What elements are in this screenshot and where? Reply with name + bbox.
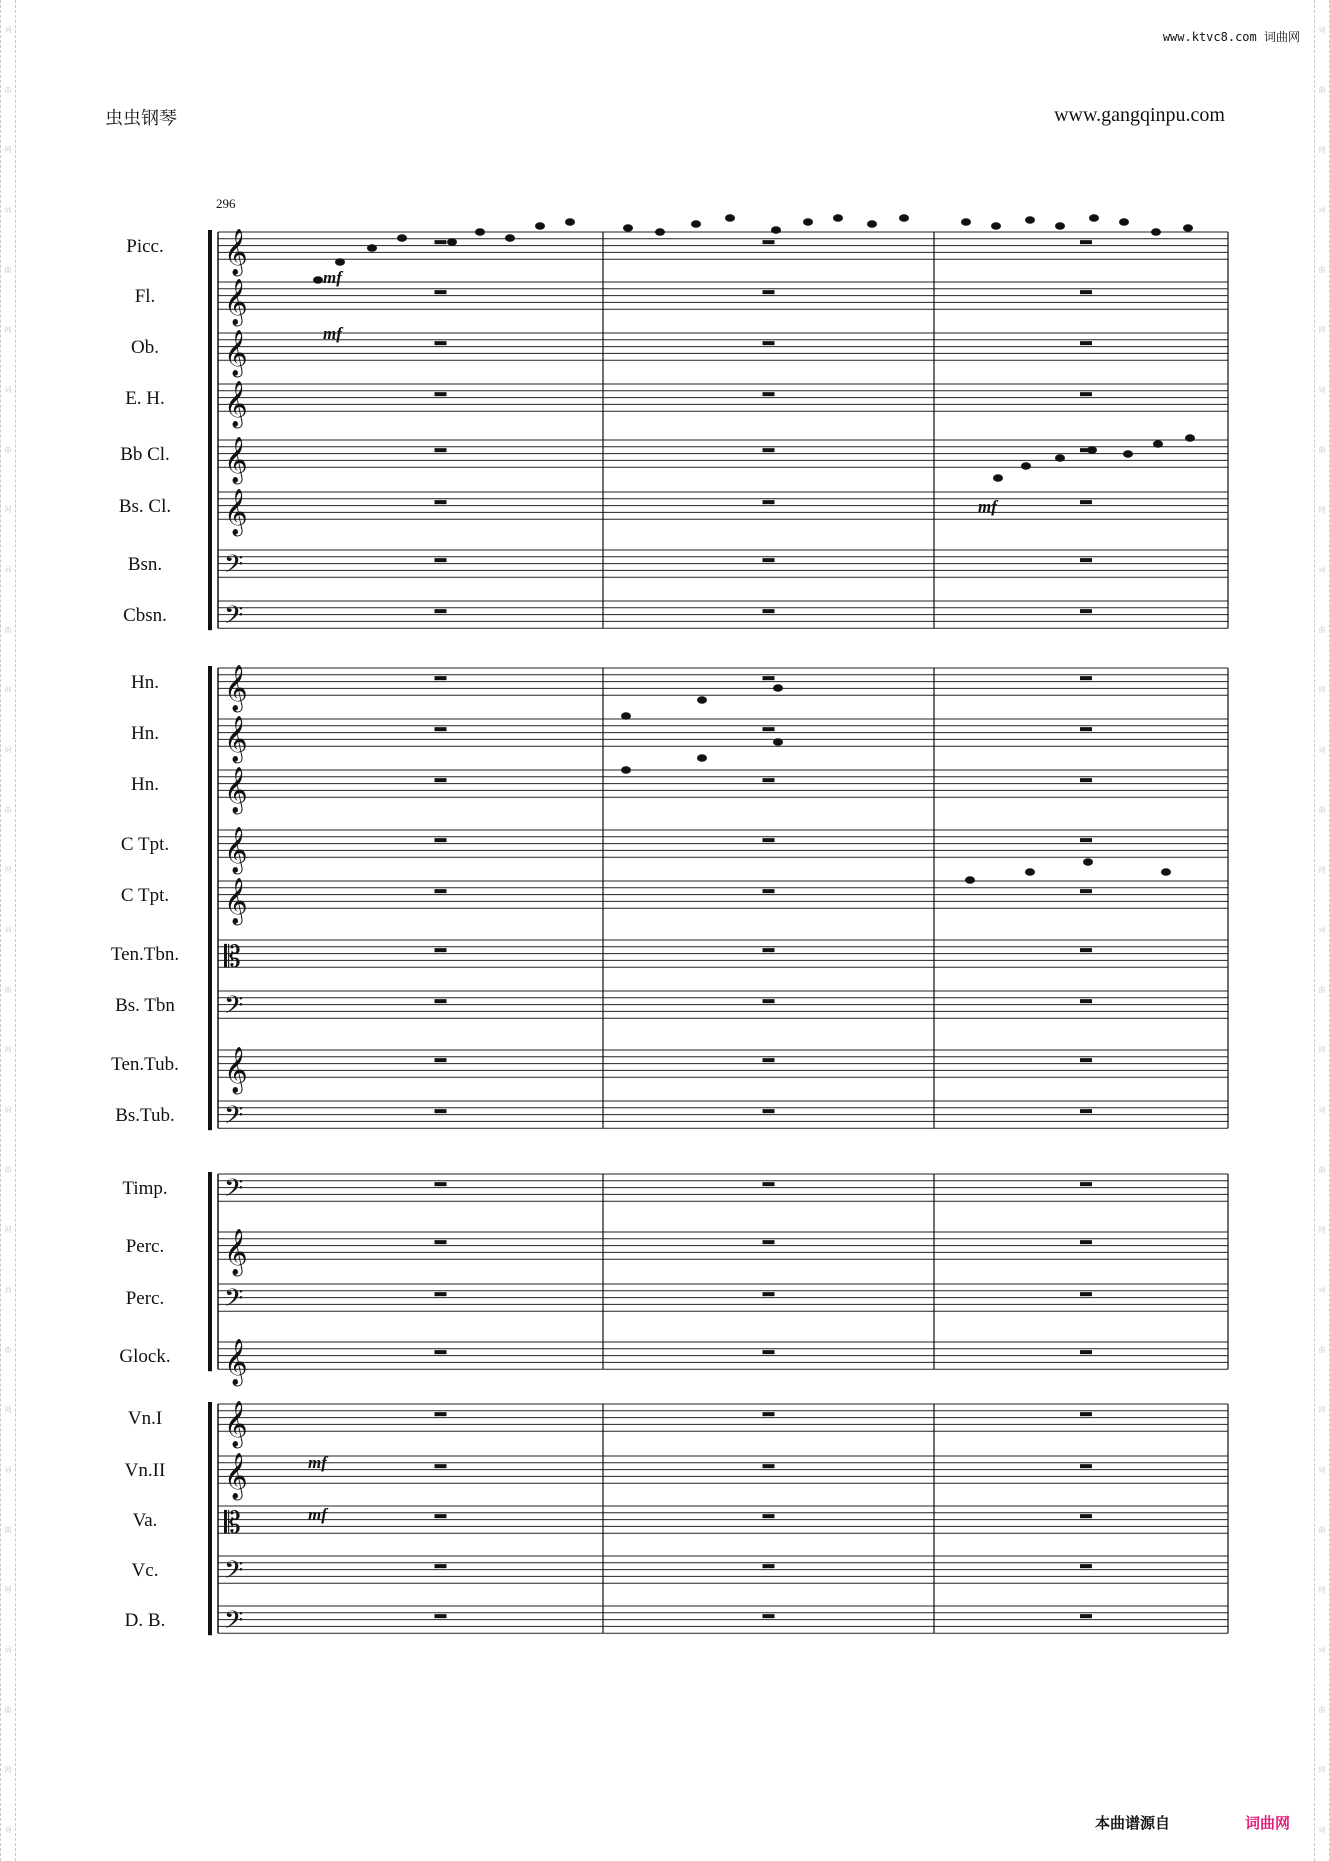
group-bracket xyxy=(208,1172,212,1371)
watermark-char: 网 xyxy=(4,146,12,154)
whole-rest xyxy=(763,1514,775,1518)
note-head xyxy=(367,244,377,252)
note-head xyxy=(961,218,971,226)
note-head xyxy=(991,222,1001,230)
whole-rest xyxy=(763,838,775,842)
measure-number: 296 xyxy=(216,196,236,211)
note-head xyxy=(697,696,707,704)
whole-rest xyxy=(763,290,775,294)
whole-rest xyxy=(763,1292,775,1296)
dynamic-mark: mf xyxy=(323,324,342,343)
watermark-char: 网 xyxy=(1318,326,1326,334)
whole-rest xyxy=(1080,290,1092,294)
watermark-char: 词 xyxy=(1318,1286,1326,1294)
instrument-label: D. B. xyxy=(124,1610,166,1631)
whole-rest xyxy=(763,948,775,952)
clef-icon: 𝄞 xyxy=(224,279,248,326)
whole-rest xyxy=(763,676,775,680)
instrument-label: Cbsn. xyxy=(123,605,167,626)
site-name: 虫虫钢琴 xyxy=(105,108,177,129)
note-head xyxy=(771,226,781,234)
note-head xyxy=(621,712,631,720)
whole-rest xyxy=(435,392,447,396)
watermark-char: 词 xyxy=(1318,1646,1326,1654)
watermark-char: 网 xyxy=(1318,686,1326,694)
watermark-char: 网 xyxy=(1318,1766,1326,1774)
note-head xyxy=(1183,224,1193,232)
instrument-label: Perc. xyxy=(125,1236,165,1257)
whole-rest xyxy=(435,1182,447,1186)
note-head xyxy=(803,218,813,226)
note-head xyxy=(397,234,407,242)
whole-rest xyxy=(1080,1350,1092,1354)
note-head xyxy=(697,754,707,762)
watermark-char: 网 xyxy=(4,686,12,694)
instrument-label: Fl. xyxy=(134,286,156,307)
instrument-label: Timp. xyxy=(122,1178,168,1199)
top-right-brand: 词曲网 xyxy=(1263,30,1300,44)
whole-rest xyxy=(1080,999,1092,1003)
whole-rest xyxy=(1080,838,1092,842)
note-head xyxy=(535,222,545,230)
watermark-char: 词 xyxy=(4,746,12,754)
whole-rest xyxy=(435,1412,447,1416)
instrument-label: Vc. xyxy=(131,1560,159,1581)
whole-rest xyxy=(435,448,447,452)
whole-rest xyxy=(763,609,775,613)
whole-rest xyxy=(763,341,775,345)
whole-rest xyxy=(1080,392,1092,396)
whole-rest xyxy=(435,999,447,1003)
whole-rest xyxy=(435,727,447,731)
clef-icon: 𝄢 xyxy=(224,1606,244,1642)
footer-source-text: 本曲谱源自 xyxy=(1095,1814,1171,1832)
whole-rest xyxy=(435,778,447,782)
whole-rest xyxy=(763,1058,775,1062)
instrument-label: Ten.Tub. xyxy=(111,1054,179,1075)
note-head xyxy=(1151,228,1161,236)
clef-icon: 𝄢 xyxy=(224,991,244,1027)
note-head xyxy=(833,214,843,222)
group-bracket xyxy=(208,1402,212,1635)
watermark-char: 网 xyxy=(4,1586,12,1594)
whole-rest xyxy=(1080,1292,1092,1296)
whole-rest xyxy=(1080,341,1092,345)
watermark-char: 曲 xyxy=(1318,1346,1326,1354)
clef-icon: 𝄞 xyxy=(224,716,248,763)
watermark-char: 词 xyxy=(4,386,12,394)
watermark-char: 网 xyxy=(1318,866,1326,874)
note-head xyxy=(1025,216,1035,224)
watermark-char: 词 xyxy=(1318,746,1326,754)
watermark-char: 词 xyxy=(1318,386,1326,394)
whole-rest xyxy=(1080,727,1092,731)
instrument-label: Bb Cl. xyxy=(120,444,170,465)
whole-rest xyxy=(435,500,447,504)
clef-icon: 𝄢 xyxy=(224,1284,244,1320)
note-head xyxy=(725,214,735,222)
whole-rest xyxy=(1080,676,1092,680)
watermark-char: 词 xyxy=(4,566,12,574)
note-head xyxy=(621,766,631,774)
note-head xyxy=(965,876,975,884)
note-head xyxy=(655,228,665,236)
note-head xyxy=(993,474,1003,482)
instrument-label: Ten.Tbn. xyxy=(110,944,180,965)
whole-rest xyxy=(763,727,775,731)
watermark-char: 网 xyxy=(1318,1406,1326,1414)
instrument-label: Bsn. xyxy=(127,554,163,575)
clef-icon: 𝄢 xyxy=(224,1174,244,1210)
watermark-char: 曲 xyxy=(4,1706,12,1714)
whole-rest xyxy=(763,1412,775,1416)
whole-rest xyxy=(1080,500,1092,504)
whole-rest xyxy=(435,1292,447,1296)
instrument-label: Hn. xyxy=(131,774,159,795)
group-bracket xyxy=(208,666,212,1130)
note-head xyxy=(505,234,515,242)
watermark-char: 曲 xyxy=(4,626,12,634)
watermark-char: 曲 xyxy=(1318,266,1326,274)
note-head xyxy=(773,684,783,692)
watermark-char: 网 xyxy=(1318,146,1326,154)
whole-rest xyxy=(435,889,447,893)
instrument-label: Perc. xyxy=(125,1288,165,1309)
whole-rest xyxy=(763,392,775,396)
watermark-char: 曲 xyxy=(4,1526,12,1534)
clef-icon: 𝄞 xyxy=(224,437,248,484)
watermark-char: 词 xyxy=(4,1646,12,1654)
whole-rest xyxy=(763,500,775,504)
note-head xyxy=(899,214,909,222)
watermark-char: 词 xyxy=(1318,1106,1326,1114)
whole-rest xyxy=(435,948,447,952)
watermark-char: 曲 xyxy=(4,986,12,994)
watermark-char: 曲 xyxy=(4,1346,12,1354)
whole-rest xyxy=(763,1464,775,1468)
watermark-char: 网 xyxy=(1318,1586,1326,1594)
whole-rest xyxy=(763,1182,775,1186)
clef-icon: 𝄞 xyxy=(224,1047,248,1094)
clef-icon: 𝄞 xyxy=(224,1339,248,1386)
whole-rest xyxy=(435,1514,447,1518)
watermark-char: 词 xyxy=(1318,1826,1326,1834)
whole-rest xyxy=(435,341,447,345)
clef-icon: 𝄞 xyxy=(224,665,248,712)
whole-rest xyxy=(435,240,447,244)
note-head xyxy=(867,220,877,228)
whole-rest xyxy=(1080,1109,1092,1113)
note-head xyxy=(1025,868,1035,876)
whole-rest xyxy=(435,838,447,842)
watermark-char: 网 xyxy=(1318,506,1326,514)
dynamic-mark: mf xyxy=(323,268,342,287)
watermark-char: 曲 xyxy=(1318,1166,1326,1174)
watermark-char: 词 xyxy=(4,1106,12,1114)
dynamic-mark: mf xyxy=(308,1505,327,1524)
watermark-char: 网 xyxy=(4,1766,12,1774)
whole-rest xyxy=(1080,609,1092,613)
whole-rest xyxy=(1080,1564,1092,1568)
clef-icon: 𝄞 xyxy=(224,878,248,925)
note-head xyxy=(1123,450,1133,458)
note-head xyxy=(1055,454,1065,462)
instrument-label: Va. xyxy=(132,1510,158,1531)
whole-rest xyxy=(763,558,775,562)
watermark-char: 曲 xyxy=(1318,86,1326,94)
whole-rest xyxy=(763,889,775,893)
clef-icon: 𝄞 xyxy=(224,381,248,428)
site-url[interactable]: www.gangqinpu.com xyxy=(1054,104,1225,126)
instrument-label: Bs.Tub. xyxy=(115,1105,175,1126)
note-head xyxy=(623,224,633,232)
clef-icon: 𝄞 xyxy=(224,1229,248,1276)
clef-icon: 𝄡 xyxy=(224,940,241,976)
watermark-char: 词 xyxy=(1318,926,1326,934)
clef-icon: 𝄞 xyxy=(224,330,248,377)
clef-icon: 𝄢 xyxy=(224,550,244,586)
whole-rest xyxy=(763,1109,775,1113)
whole-rest xyxy=(1080,948,1092,952)
whole-rest xyxy=(1080,1058,1092,1062)
whole-rest xyxy=(435,290,447,294)
whole-rest xyxy=(435,609,447,613)
instrument-label: Hn. xyxy=(131,723,159,744)
instrument-label: Vn.I xyxy=(127,1408,163,1429)
whole-rest xyxy=(435,676,447,680)
whole-rest xyxy=(1080,1614,1092,1618)
whole-rest xyxy=(1080,1464,1092,1468)
whole-rest xyxy=(435,1058,447,1062)
whole-rest xyxy=(1080,1412,1092,1416)
dynamic-mark: mf xyxy=(978,497,997,516)
note-head xyxy=(691,220,701,228)
instrument-label: Bs. Tbn xyxy=(115,995,175,1016)
whole-rest xyxy=(1080,240,1092,244)
whole-rest xyxy=(435,1109,447,1113)
watermark-char: 词 xyxy=(1318,206,1326,214)
clef-icon: 𝄞 xyxy=(224,1453,248,1500)
watermark-char: 词 xyxy=(1318,566,1326,574)
note-head xyxy=(1119,218,1129,226)
note-head xyxy=(335,258,345,266)
note-head xyxy=(1089,214,1099,222)
footer-brand[interactable]: 词曲网 xyxy=(1245,1814,1291,1832)
watermark-char: 曲 xyxy=(1318,1526,1326,1534)
watermark-char: 网 xyxy=(4,1046,12,1054)
watermark-char: 曲 xyxy=(4,1166,12,1174)
whole-rest xyxy=(1080,889,1092,893)
whole-rest xyxy=(1080,558,1092,562)
watermark-char: 网 xyxy=(1318,1046,1326,1054)
clef-icon: 𝄢 xyxy=(224,1101,244,1137)
whole-rest xyxy=(435,1240,447,1244)
whole-rest xyxy=(435,1564,447,1568)
watermark-char: 词 xyxy=(4,26,12,34)
watermark-char: 曲 xyxy=(1318,986,1326,994)
group-bracket xyxy=(208,230,212,630)
whole-rest xyxy=(1080,778,1092,782)
note-head xyxy=(475,228,485,236)
instrument-label: Ob. xyxy=(131,337,159,358)
whole-rest xyxy=(763,1564,775,1568)
clef-icon: 𝄞 xyxy=(224,767,248,814)
whole-rest xyxy=(763,240,775,244)
whole-rest xyxy=(435,558,447,562)
watermark-char: 曲 xyxy=(1318,446,1326,454)
watermark-char: 词 xyxy=(4,206,12,214)
note-head xyxy=(1161,868,1171,876)
note-head xyxy=(313,276,323,284)
note-head xyxy=(1021,462,1031,470)
whole-rest xyxy=(763,999,775,1003)
watermark-char: 曲 xyxy=(4,266,12,274)
whole-rest xyxy=(1080,1514,1092,1518)
watermark-char: 词 xyxy=(4,1466,12,1474)
instrument-label: Glock. xyxy=(119,1346,171,1367)
note-head xyxy=(1185,434,1195,442)
instrument-label: Bs. Cl. xyxy=(118,496,172,517)
clef-icon: 𝄞 xyxy=(224,229,248,276)
whole-rest xyxy=(763,1614,775,1618)
clef-icon: 𝄡 xyxy=(224,1506,241,1542)
whole-rest xyxy=(435,1464,447,1468)
watermark-char: 曲 xyxy=(4,446,12,454)
instrument-label: Picc. xyxy=(126,236,164,257)
note-head xyxy=(1087,446,1097,454)
clef-icon: 𝄞 xyxy=(224,489,248,536)
watermark-char: 曲 xyxy=(4,806,12,814)
clef-icon: 𝄞 xyxy=(224,1401,248,1448)
whole-rest xyxy=(1080,1240,1092,1244)
watermark-char: 词 xyxy=(1318,1466,1326,1474)
watermark-char: 曲 xyxy=(4,86,12,94)
whole-rest xyxy=(435,1350,447,1354)
dynamic-mark: mf xyxy=(308,1453,327,1472)
note-head xyxy=(1083,858,1093,866)
whole-rest xyxy=(763,778,775,782)
watermark-char: 曲 xyxy=(1318,1706,1326,1714)
watermark-char: 词 xyxy=(4,1826,12,1834)
whole-rest xyxy=(1080,1182,1092,1186)
top-right-url[interactable]: www.ktvc8.com xyxy=(1162,30,1257,44)
note-head xyxy=(773,738,783,746)
whole-rest xyxy=(435,1614,447,1618)
instrument-label: Hn. xyxy=(131,672,159,693)
whole-rest xyxy=(763,448,775,452)
instrument-label: E. H. xyxy=(125,388,165,409)
instrument-label: C Tpt. xyxy=(120,834,170,855)
instrument-label: C Tpt. xyxy=(120,885,170,906)
watermark-char: 网 xyxy=(4,866,12,874)
note-head xyxy=(1055,222,1065,230)
watermark-char: 词 xyxy=(4,926,12,934)
watermark-char: 网 xyxy=(4,1226,12,1234)
note-head xyxy=(1153,440,1163,448)
watermark-char: 网 xyxy=(4,506,12,514)
whole-rest xyxy=(763,1240,775,1244)
watermark-char: 曲 xyxy=(1318,806,1326,814)
watermark-char: 曲 xyxy=(1318,626,1326,634)
watermark-char: 词 xyxy=(4,1286,12,1294)
clef-icon: 𝄞 xyxy=(224,827,248,874)
watermark-char: 网 xyxy=(4,1406,12,1414)
watermark-char: 网 xyxy=(1318,1226,1326,1234)
watermark-char: 网 xyxy=(4,326,12,334)
whole-rest xyxy=(763,1350,775,1354)
watermark-char: 词 xyxy=(1318,26,1326,34)
clef-icon: 𝄢 xyxy=(224,1556,244,1592)
instrument-label: Vn.II xyxy=(124,1460,166,1481)
clef-icon: 𝄢 xyxy=(224,601,244,637)
note-head xyxy=(565,218,575,226)
note-head xyxy=(447,238,457,246)
